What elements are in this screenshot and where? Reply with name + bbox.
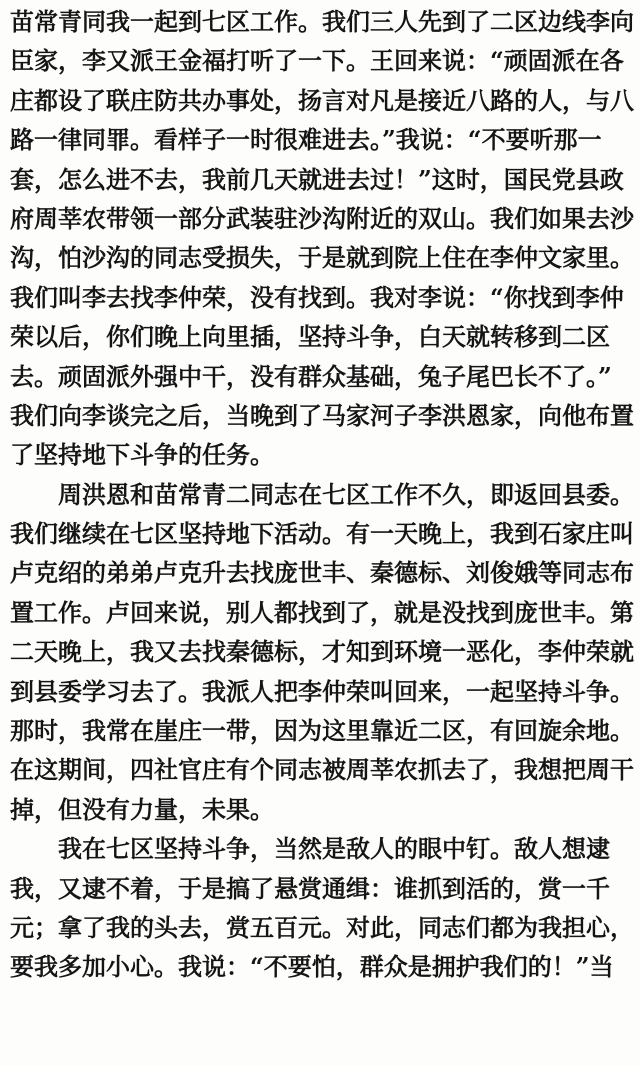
text-line: 在这期间，四社官庄有个同志被周莘农抓去了，我想把周干 — [10, 755, 634, 785]
text-line: 荣以后，你们晚上向里插，坚持斗争，白天就转移到二区 — [10, 322, 610, 352]
text-line: 置工作。卢回来说，别人都找到了，就是没找到庞世丰。第 — [10, 597, 634, 627]
text-line: 府周莘农带领一部分武装驻沙沟附近的双山。我们如果去沙 — [10, 203, 634, 233]
text-line: 我在七区坚持斗争，当然是敌人的眼中钉。敌人想逮 — [58, 834, 610, 864]
text-line: 那时，我常在崖庄一带，因为这里靠近二区，有回旋余地。 — [10, 716, 634, 746]
text-line: 卢克绍的弟弟卢克升去找庞世丰、秦德标、刘俊娥等同志布 — [10, 558, 634, 588]
body-text — [10, 2, 634, 987]
text-line: 元；拿了我的头去，赏五百元。对此，同志们都为我担心， — [10, 912, 634, 942]
text-line: 周洪恩和苗常青二同志在七区工作不久，即返回县委。 — [58, 479, 634, 509]
text-line: 了坚持地下斗争的任务。 — [10, 440, 274, 470]
text-line: 要我多加小心。我说：“不要怕，群众是拥护我们的！”当 — [10, 952, 614, 982]
text-line: 臣家，李又派王金福打听了一下。王回来说：“顽固派在各 — [10, 46, 624, 76]
text-line: 我们叫李去找李仲荣，没有找到。我对李说：“你找到李仲 — [10, 282, 624, 312]
text-line: 套，怎么进不去，我前几天就进去过！”这时，国民党县政 — [10, 164, 624, 194]
text-line: 路一律同罪。看样子一时很难进去。”我说：“不要听那一 — [10, 125, 602, 155]
text-line: 去。顽固派外强中干，没有群众基础，兔子尾巴长不了。” — [10, 361, 612, 391]
text-line: 掉，但没有力量，未果。 — [10, 794, 274, 824]
text-line: 我们向李谈完之后，当晚到了马家河子李洪恩家，向他布置 — [10, 400, 634, 430]
text-line: 沟，怕沙沟的同志受损失，于是就到院上住在李仲文家里。 — [10, 243, 634, 273]
text-line: 我们继续在七区坚持地下活动。有一天晚上，我到石家庄叫 — [10, 519, 634, 549]
text-line: 庄都设了联庄防共办事处，扬言对凡是接近八路的人，与八 — [10, 85, 634, 115]
text-line: 苗常青同我一起到七区工作。我们三人先到了二区边线李向 — [10, 7, 634, 36]
text-line: 到县委学习去了。我派人把李仲荣叫回来，一起坚持斗争。 — [10, 676, 634, 706]
text-line: 二天晚上，我又去找秦德标，才知到环境一恶化，李仲荣就 — [10, 637, 634, 667]
text-line: 我，又逮不着，于是搞了悬赏通缉：谁抓到活的，赏一千 — [10, 873, 610, 903]
